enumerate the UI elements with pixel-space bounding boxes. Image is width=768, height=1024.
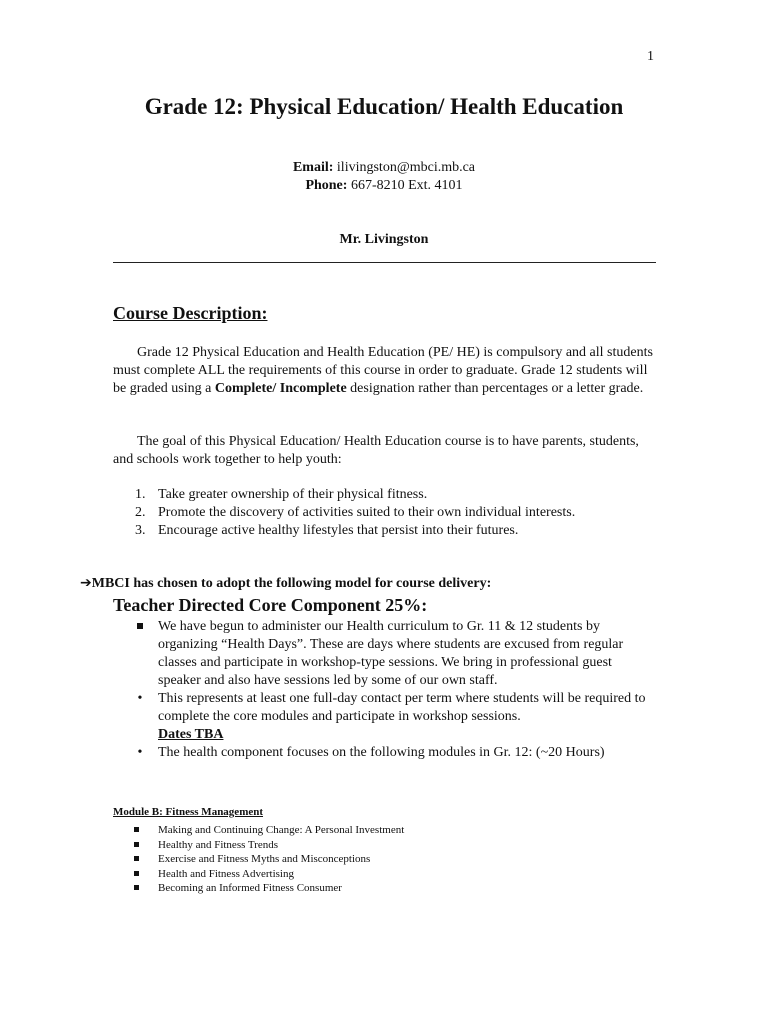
page-number: 1 bbox=[647, 49, 654, 64]
course-description-paragraph bbox=[113, 344, 658, 398]
para1-text: Grade 12 Physical Education and Health Education (PE/ HE) is compulsory and all students must complete ALL the requirements of this course in order to graduate. Grade 12 students will be graded using a bbox=[113, 345, 653, 396]
email-line bbox=[0, 160, 768, 176]
list-item-text: Promote the discovery of activities suited to their own individual interests. bbox=[158, 505, 576, 520]
list-item bbox=[113, 823, 404, 838]
list-item-text: Making and Continuing Change: A Personal Investment bbox=[158, 824, 405, 836]
list-item bbox=[113, 744, 658, 762]
arrow-right-icon: ➔ bbox=[80, 575, 92, 591]
phone-number: 667-8210 Ext. 4101 bbox=[350, 178, 463, 193]
list-item-text: The health component focuses on the following modules in Gr. 12: (~20 Hours) bbox=[158, 745, 605, 760]
email-address: ilivingston@mbci.mb.ca bbox=[336, 160, 476, 175]
list-item bbox=[113, 852, 404, 867]
square-bullet-icon bbox=[134, 881, 139, 896]
list-item-text: Exercise and Fitness Myths and Misconceptions bbox=[158, 853, 371, 866]
divider bbox=[113, 262, 656, 263]
list-item bbox=[113, 522, 575, 540]
model-line bbox=[80, 575, 491, 592]
teacher-component-heading: Teacher Directed Core Component 25%: bbox=[113, 595, 428, 615]
round-bullet-icon: • bbox=[137, 745, 143, 760]
page-title: Grade 12: Physical Education/ Health Education bbox=[144, 94, 624, 119]
list-item-text: Health and Fitness Advertising bbox=[158, 867, 294, 880]
para1-text-end: designation rather than percentages or a letter grade. bbox=[346, 381, 644, 396]
goal-paragraph-text: The goal of this Physical Education/ Health Education course is to have parents, students, and schools work together to help youth: bbox=[113, 434, 639, 467]
list-item bbox=[113, 504, 575, 522]
list-number: 3. bbox=[135, 523, 146, 538]
list-item-text: Healthy and Fitness Trends bbox=[158, 838, 279, 851]
list-item bbox=[113, 867, 404, 882]
list-item bbox=[113, 881, 404, 896]
list-item-text: This represents at least one full-day contact per term where students will be required to complete the core modules and participate in workshop sessions. bbox=[158, 691, 646, 724]
list-item bbox=[113, 618, 658, 690]
para1-bold: Complete/ Incomplete bbox=[214, 381, 347, 396]
square-bullet-icon bbox=[134, 838, 139, 853]
list-number: 2. bbox=[135, 505, 146, 520]
square-bullet-icon bbox=[134, 867, 139, 882]
list-item bbox=[113, 838, 404, 853]
square-bullet-icon bbox=[134, 852, 139, 867]
list-item-text: Becoming an Informed Fitness Consumer bbox=[158, 882, 342, 895]
list-item-text: Encourage active healthy lifestyles that persist into their futures. bbox=[158, 523, 519, 538]
square-bullet-icon bbox=[134, 823, 139, 838]
teacher-component-list bbox=[113, 618, 658, 762]
list-item bbox=[113, 690, 658, 744]
teacher-name: Mr. Livingston bbox=[339, 232, 429, 247]
list-number: 1. bbox=[135, 487, 146, 502]
phone-label: Phone: bbox=[305, 178, 348, 193]
course-description-heading: Course Description: bbox=[113, 303, 268, 323]
list-item bbox=[113, 486, 575, 504]
list-item-text: Take greater ownership of their physical fitness. bbox=[158, 487, 428, 502]
goal-paragraph bbox=[113, 433, 658, 469]
module-b-list bbox=[113, 823, 404, 896]
square-bullet-icon bbox=[133, 618, 147, 636]
model-line-text: MBCI has chosen to adopt the following model for course delivery: bbox=[91, 576, 492, 591]
email-label: Email: bbox=[292, 160, 334, 175]
phone-line bbox=[0, 178, 768, 194]
round-bullet-icon: • bbox=[137, 691, 143, 706]
module-b-heading: Module B: Fitness Management bbox=[113, 806, 264, 818]
dates-tba: Dates TBA bbox=[158, 727, 224, 742]
list-item-text: We have begun to administer our Health curriculum to Gr. 11 & 12 students by organizing “Health Days”. These are days where students are excused from regular classes and participate in workshop-type sessions. We bring in professional guest speaker and also have sessions led by some of our own staff. bbox=[158, 619, 624, 688]
goals-list bbox=[113, 486, 575, 540]
